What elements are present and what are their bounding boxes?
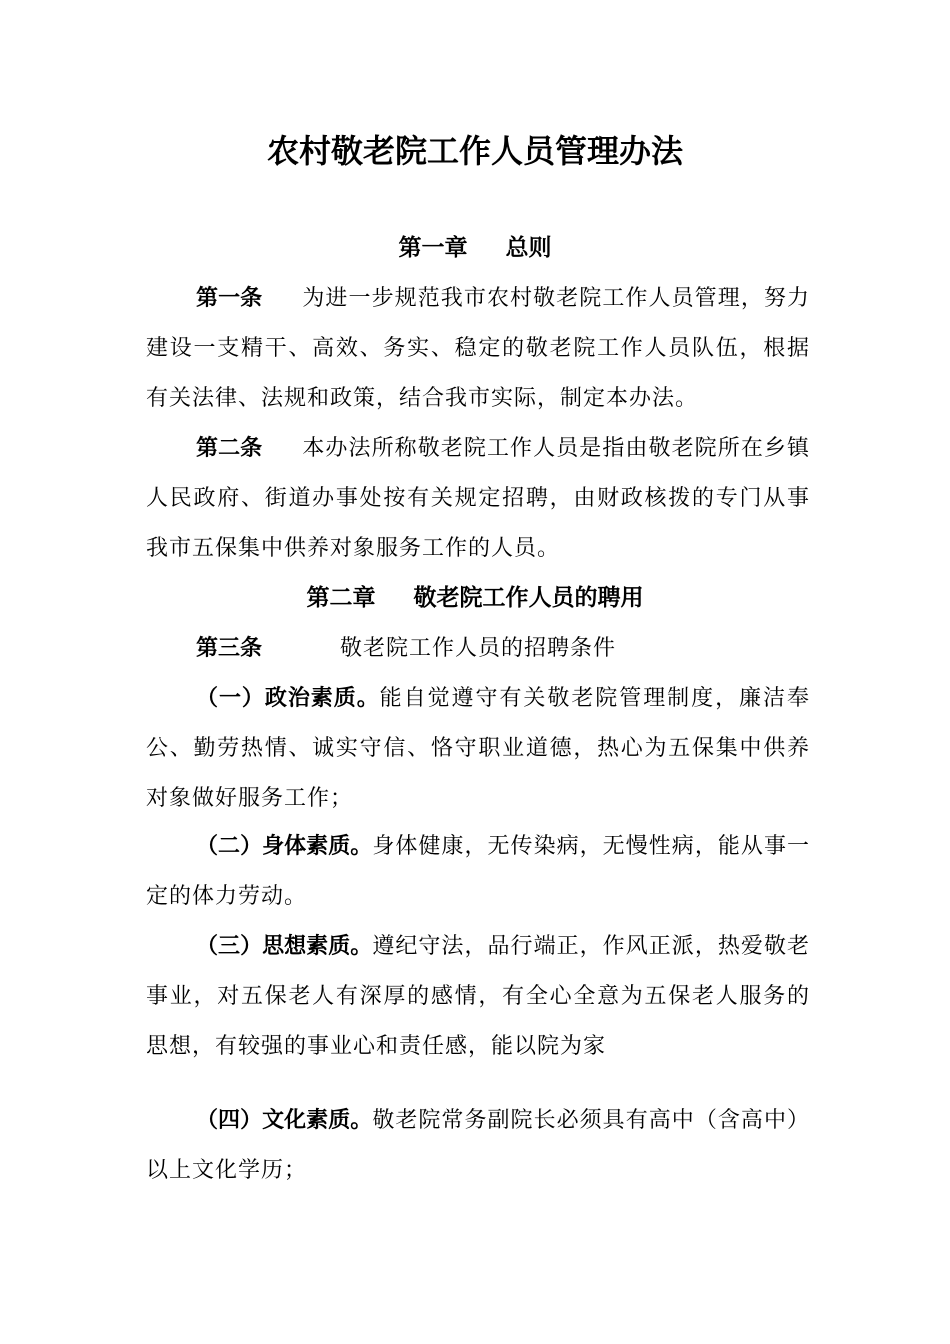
article-text: 本办法所称敬老院工作人员是指由敬老院所在乡镇人民政府、街道办事处按有关规定招聘，由财政核拨的专门从事我市五保集中供养对象服务工作的人员。: [146, 436, 810, 561]
condition-item-1: [146, 674, 810, 824]
condition-item-4: [146, 1096, 810, 1196]
chapter-name: 敬老院工作人员的聘用: [413, 585, 644, 611]
article-label: 第一条: [196, 286, 263, 311]
condition-label: （四）文化素质。: [196, 1108, 373, 1133]
article-3: [146, 624, 810, 674]
chapter-number: 第一章: [398, 235, 468, 261]
article-text: 为进一步规范我市农村敬老院工作人员管理，努力建设一支精干、高效、务实、稳定的敬老院工作人员队伍，根据有关法律、法规和政策，结合我市实际，制定本办法。: [146, 286, 810, 411]
document-title: 农村敬老院工作人员管理办法: [266, 132, 683, 170]
article-label: 第三条: [196, 636, 263, 661]
condition-item-2: [146, 822, 810, 922]
condition-text: 敬老院常务副院长必须具有高中（含高中）以上文化学历；: [146, 1108, 810, 1183]
article-label: 第二条: [196, 436, 263, 461]
condition-item-3: [146, 922, 810, 1072]
article-1: [146, 274, 810, 424]
condition-label: （三）思想素质。: [196, 934, 373, 959]
condition-text: 遵纪守法，品行端正，作风正派，热爱敬老事业，对五保老人有深厚的感情，有全心全意为五保老人服务的思想，有较强的事业心和责任感，能以院为家: [146, 934, 810, 1059]
chapter-heading-1: [0, 228, 950, 268]
condition-label: （二）身体素质。: [196, 834, 373, 859]
article-text: 敬老院工作人员的招聘条件: [340, 636, 617, 661]
chapter-heading-2: [0, 578, 950, 618]
condition-text: 能自觉遵守有关敬老院管理制度，廉洁奉公、勤劳热情、诚实守信、恪守职业道德，热心为五保集中供养对象做好服务工作；: [146, 686, 810, 811]
chapter-number: 第二章: [306, 585, 376, 611]
chapter-name: 总则: [505, 235, 552, 261]
condition-label: （一）政治素质。: [196, 686, 380, 711]
article-2: [146, 424, 810, 574]
condition-text: 身体健康，无传染病，无慢性病，能从事一定的体力劳动。: [146, 834, 810, 909]
